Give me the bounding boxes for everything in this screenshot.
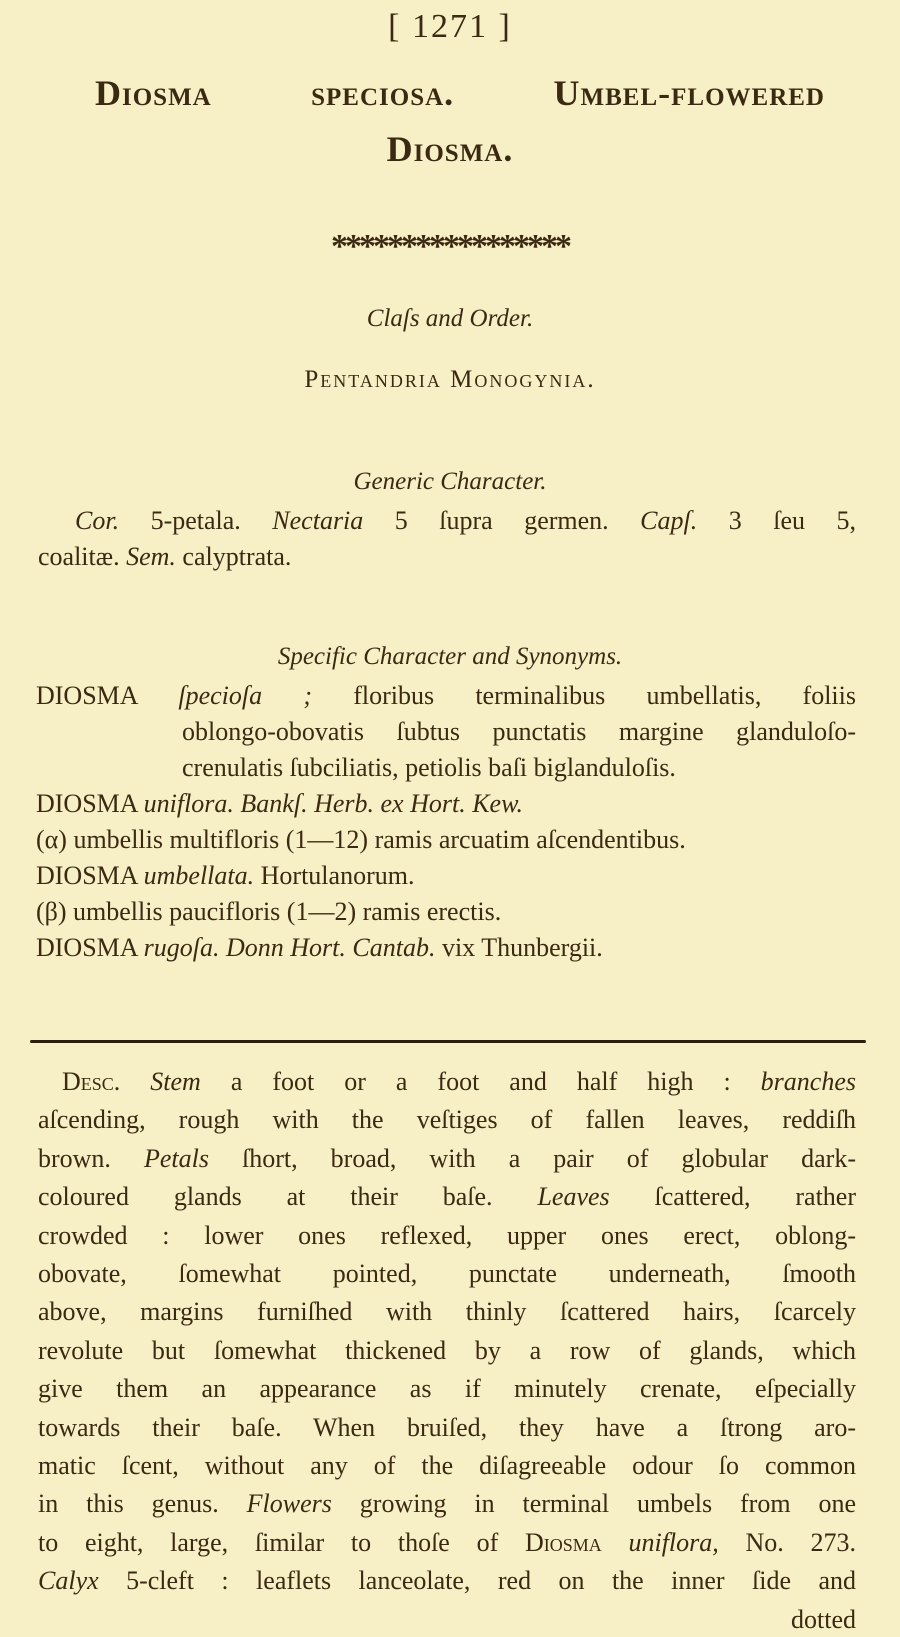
description-line — [38, 1373, 856, 1405]
italic-text: rugoſa. Donn Hort. Cantab. — [143, 933, 436, 962]
description-line — [38, 1104, 856, 1136]
text-run: (β) umbellis paucifloris (1—2) ramis erectis. — [36, 897, 502, 926]
text-run: crowded : lower ones reflexed, upper ones erect, oblong- — [38, 1221, 856, 1250]
text-run: 3 ſeu 5, — [697, 506, 856, 535]
description-line — [38, 1143, 856, 1175]
italic-text: Leaves — [537, 1182, 610, 1211]
text-run: above, margins furniſhed with thinly ſcattered hairs, ſcarcely — [38, 1297, 856, 1326]
text-run: brown. — [38, 1144, 144, 1173]
text-run: a foot or a foot and half high : — [200, 1067, 761, 1096]
text-run: coalitæ. — [38, 542, 127, 571]
text-run: ſcattered, rather — [609, 1182, 856, 1211]
text-run: coloured glands at their baſe. — [38, 1182, 538, 1211]
page-number: [ 1271 ] — [388, 8, 512, 45]
text-run: calyptrata. — [175, 542, 292, 571]
text-run: growing in terminal umbels from one — [331, 1489, 856, 1518]
text-run: matic ſcent, without any of the diſagreeable odour ſo common — [38, 1451, 856, 1480]
generic-heading: Generic Character. — [353, 468, 547, 495]
description-line — [38, 1181, 856, 1213]
synonym-line — [36, 860, 856, 892]
text-run: No. 273. — [718, 1528, 857, 1557]
synonym-line — [36, 788, 856, 820]
text-run: floribus terminalibus umbellatis, foliis — [312, 681, 856, 710]
synonym-line — [36, 680, 856, 712]
specific-heading: Specific Character and Synonyms. — [277, 643, 623, 670]
description-line — [38, 1412, 856, 1444]
text-run: aſcending, rough with the veſtiges of fallen leaves, reddiſh — [38, 1105, 856, 1134]
text-run: oblongo-obovatis ſubtus punctatis margine glanduloſo- — [182, 717, 856, 746]
italic-text: Stem — [150, 1067, 201, 1096]
text-run: DIOSMA — [36, 681, 179, 710]
class-heading: Claſs and Order. — [366, 305, 534, 332]
synonym-line — [36, 824, 856, 856]
text-run: (α) umbellis multifloris (1—12) ramis arcuatim aſcendentibus. — [36, 825, 686, 854]
text-run: vix Thunbergii. — [435, 933, 603, 962]
text-run: to eight, large, ſimilar to thoſe of — [38, 1528, 525, 1557]
description-line — [38, 1258, 856, 1290]
text-run — [120, 1067, 150, 1096]
italic-text: ſpecioſa ; — [178, 681, 312, 710]
text-run: Desc. — [62, 1067, 121, 1096]
text-run: DIOSMA — [36, 861, 144, 890]
italic-text: uniflora. Bankſ. Herb. ex Hort. Kew. — [143, 789, 524, 818]
text-run: towards their baſe. When bruiſed, they have a ſtrong aro- — [38, 1413, 856, 1442]
text-run: crenulatis ſubciliatis, petiolis baſi biglanduloſis. — [182, 753, 676, 782]
description-line — [38, 1527, 856, 1559]
description-line — [38, 1335, 856, 1367]
ornament-divider: ***************** — [331, 228, 569, 265]
synonym-line — [182, 716, 856, 748]
italic-text: Cor. — [75, 506, 120, 535]
class-value: Pentandria Monogynia. — [304, 366, 596, 393]
italic-text: Nectaria — [272, 506, 364, 535]
page-title: Diosma speciosa. Umbel-flowered — [95, 73, 825, 113]
generic-line — [38, 541, 856, 573]
synonym-line — [182, 752, 856, 784]
text-run — [602, 1528, 629, 1557]
description-line — [38, 1220, 856, 1252]
description-line — [62, 1066, 856, 1098]
text-run: 5 ſupra germen. — [363, 506, 641, 535]
italic-text: Flowers — [246, 1489, 332, 1518]
catchword: dotted — [791, 1605, 856, 1634]
text-run: in this genus. — [38, 1489, 247, 1518]
synonym-line — [36, 896, 856, 928]
page-title-continued: Diosma. — [386, 129, 514, 169]
italic-text: umbellata. — [143, 861, 255, 890]
generic-line — [75, 505, 856, 537]
text-run: give them an appearance as if minutely crenate, eſpecially — [38, 1374, 856, 1403]
italic-text: Petals — [143, 1144, 209, 1173]
text-run: 5-cleft : leaflets lanceolate, red on the inner ſide and — [98, 1566, 856, 1595]
text-run: DIOSMA — [36, 933, 144, 962]
italic-text: Capſ. — [640, 506, 698, 535]
text-run: ſhort, broad, with a pair of globular dark- — [208, 1144, 856, 1173]
text-run: Hortulanorum. — [254, 861, 415, 890]
text-run: DIOSMA — [36, 789, 144, 818]
text-run: 5-petala. — [119, 506, 273, 535]
italic-text: uniflora, — [628, 1528, 719, 1557]
description-line — [38, 1296, 856, 1328]
text-run: obovate, ſomewhat pointed, punctate underneath, ſmooth — [38, 1259, 856, 1288]
description-line — [38, 1565, 856, 1597]
description-line — [38, 1488, 856, 1520]
description-line — [38, 1450, 856, 1482]
italic-text: Sem. — [126, 542, 176, 571]
synonym-line — [36, 932, 856, 964]
section-rule — [30, 1040, 866, 1043]
text-run: revolute but ſomewhat thickened by a row of glands, which — [38, 1336, 856, 1365]
text-run: Diosma — [524, 1528, 602, 1557]
italic-text: Calyx — [38, 1566, 99, 1595]
italic-text: branches — [760, 1067, 856, 1096]
